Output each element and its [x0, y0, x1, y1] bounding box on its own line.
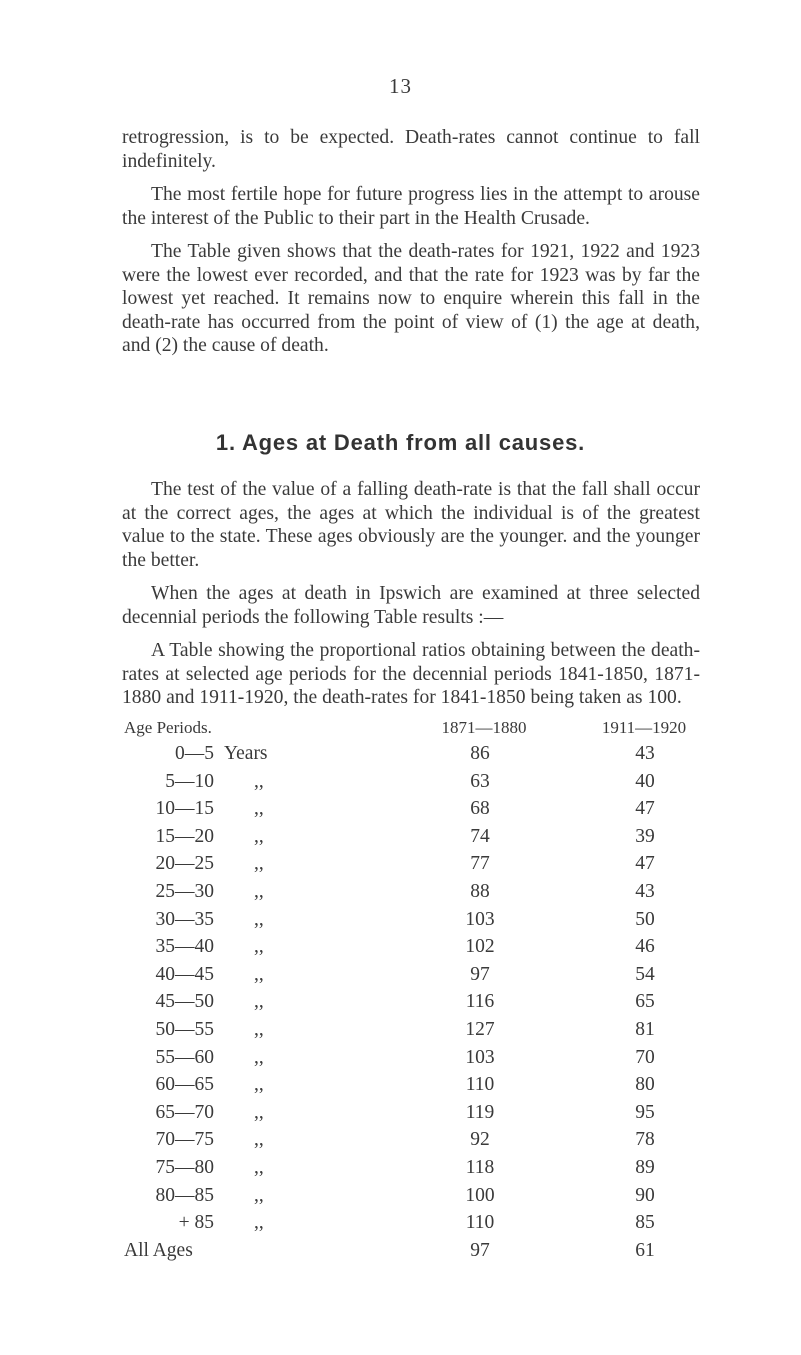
ditto-mark: ,,	[254, 1074, 264, 1096]
age-period: 75—80	[155, 1157, 214, 1178]
table-row	[0, 1185, 801, 1213]
value-1871-1880: 110	[465, 1212, 495, 1234]
value-1911-1920: 43	[635, 743, 655, 764]
age-unit: Years	[224, 743, 268, 764]
table-row	[0, 798, 801, 826]
age-period: 70—75	[155, 1129, 214, 1151]
age-period: 40—45	[155, 963, 214, 985]
ditto-mark: ,,	[254, 1184, 264, 1206]
paragraph: A Table showing the proportional ratios obtaining between the death-rates at selected age periods for the decennial periods 1841-1850, 1871-1880 and 1911-1920, the death-rates for 1841-1850 being taken as 100.	[122, 640, 700, 708]
value-1911-1920: 80	[635, 1074, 655, 1096]
age-period: 55—60	[155, 1046, 214, 1068]
value-1911-1920: 50	[635, 908, 655, 930]
table-row	[0, 853, 801, 881]
paragraph: The test of the value of a falling death-rate is that the fall shall occur at the correct ages, the ages at which the individual is of the greatest value to the state. These ages obviously are the younger. and the younger the better.	[122, 479, 700, 571]
age-period: 20—25	[155, 853, 214, 875]
value-1871-1880: 86	[470, 743, 490, 764]
header-1911-1920: 1911—1920	[601, 718, 687, 737]
value-1871-1880: 110	[465, 1074, 495, 1096]
value-1871-1880: 127	[465, 1019, 495, 1040]
ditto-mark: ,,	[254, 1019, 264, 1040]
table-row	[0, 1129, 801, 1157]
age-period: 60—65	[155, 1074, 214, 1096]
value-1911-1920: 90	[635, 1184, 655, 1206]
table-row	[0, 1157, 801, 1185]
age-period: 80—85	[155, 1184, 214, 1206]
ditto-mark: ,,	[254, 963, 264, 985]
age-period: + 85	[178, 1212, 214, 1234]
table-row	[0, 881, 801, 909]
age-period: 65—70	[155, 1101, 214, 1123]
intro-text	[122, 126, 700, 368]
table-row	[0, 964, 801, 992]
value-1911-1920: 43	[635, 881, 655, 902]
ditto-mark: ,,	[254, 908, 264, 930]
ditto-mark: ,,	[254, 825, 264, 847]
table-row	[0, 1047, 801, 1075]
total-1871-1880: 97	[470, 1239, 490, 1261]
paragraph: retrogression, is to be expected. Death-rates cannot continue to fall indefinitely.	[122, 127, 700, 172]
age-period: 35—40	[155, 936, 214, 958]
value-1911-1920: 65	[635, 991, 655, 1013]
table-row	[0, 936, 801, 964]
value-1911-1920: 78	[635, 1129, 655, 1151]
value-1871-1880: 92	[470, 1129, 490, 1151]
age-period: 5—10	[165, 770, 214, 792]
age-period: 30—35	[155, 908, 214, 930]
ditto-mark: ,,	[254, 991, 264, 1013]
page-number: 13	[389, 74, 412, 98]
value-1911-1920: 39	[635, 825, 655, 847]
value-1871-1880: 74	[470, 825, 490, 847]
table-header-row	[0, 718, 801, 746]
ditto-mark: ,,	[254, 1157, 264, 1178]
value-1871-1880: 77	[470, 853, 490, 875]
value-1911-1920: 47	[635, 853, 655, 875]
value-1911-1920: 40	[635, 770, 655, 792]
value-1911-1920: 89	[635, 1157, 655, 1178]
ditto-mark: ,,	[254, 1129, 264, 1151]
body-text	[122, 478, 700, 720]
value-1911-1920: 54	[635, 963, 655, 985]
table-row	[0, 991, 801, 1019]
value-1911-1920: 70	[635, 1046, 655, 1068]
table-row	[0, 1212, 801, 1240]
table-row	[0, 771, 801, 799]
value-1871-1880: 116	[465, 991, 495, 1013]
value-1871-1880: 119	[465, 1101, 495, 1123]
table-row	[0, 909, 801, 937]
table-row	[0, 743, 801, 771]
ditto-mark: ,,	[254, 1046, 264, 1068]
value-1871-1880: 100	[465, 1184, 495, 1206]
total-label: All Ages	[124, 1239, 193, 1261]
header-1871-1880: 1871—1880	[441, 718, 527, 737]
ditto-mark: ,,	[254, 881, 264, 902]
table-row	[0, 1019, 801, 1047]
total-1911-1920: 61	[635, 1239, 655, 1261]
value-1871-1880: 88	[470, 881, 490, 902]
section-heading: 1. Ages at Death from all causes.	[215, 430, 586, 455]
table-row	[0, 1102, 801, 1130]
table-total-row	[0, 1240, 801, 1268]
value-1871-1880: 103	[465, 908, 495, 930]
ditto-mark: ,,	[254, 1101, 264, 1123]
value-1871-1880: 63	[470, 770, 490, 792]
value-1871-1880: 97	[470, 963, 490, 985]
value-1871-1880: 103	[465, 1046, 495, 1068]
table-row	[0, 826, 801, 854]
value-1911-1920: 85	[635, 1212, 655, 1234]
value-1911-1920: 46	[635, 936, 655, 958]
value-1871-1880: 68	[470, 798, 490, 820]
ditto-mark: ,,	[254, 798, 264, 820]
ditto-mark: ,,	[254, 936, 264, 958]
ditto-mark: ,,	[254, 1212, 264, 1234]
age-period: 45—50	[155, 991, 214, 1013]
value-1911-1920: 81	[635, 1019, 655, 1040]
ditto-mark: ,,	[254, 770, 264, 792]
paragraph: The Table given shows that the death-rates for 1921, 1922 and 1923 were the lowest ever recorded, and that the rate for 1923 was by far the lowest yet reached. It remains now to enquire wherein this fall in the death-rate has occurred from the point of view of (1) the age at death, and (2) the cause of death.	[122, 241, 700, 356]
age-period: 15—20	[155, 825, 214, 847]
value-1871-1880: 102	[465, 936, 495, 958]
value-1911-1920: 95	[635, 1101, 655, 1123]
value-1871-1880: 118	[465, 1157, 495, 1178]
age-period: 50—55	[155, 1019, 214, 1040]
age-period: 0—5	[175, 743, 214, 764]
ditto-mark: ,,	[254, 853, 264, 875]
paragraph: When the ages at death in Ipswich are examined at three selected decennial periods the following Table results :—	[122, 583, 700, 628]
table-row	[0, 1074, 801, 1102]
age-period: 10—15	[155, 798, 214, 820]
age-period: 25—30	[155, 881, 214, 902]
value-1911-1920: 47	[635, 798, 655, 820]
header-age-periods: Age Periods.	[124, 718, 212, 737]
paragraph: The most fertile hope for future progress lies in the attempt to arouse the interest of the Public to their part in the Health Crusade.	[122, 184, 700, 229]
